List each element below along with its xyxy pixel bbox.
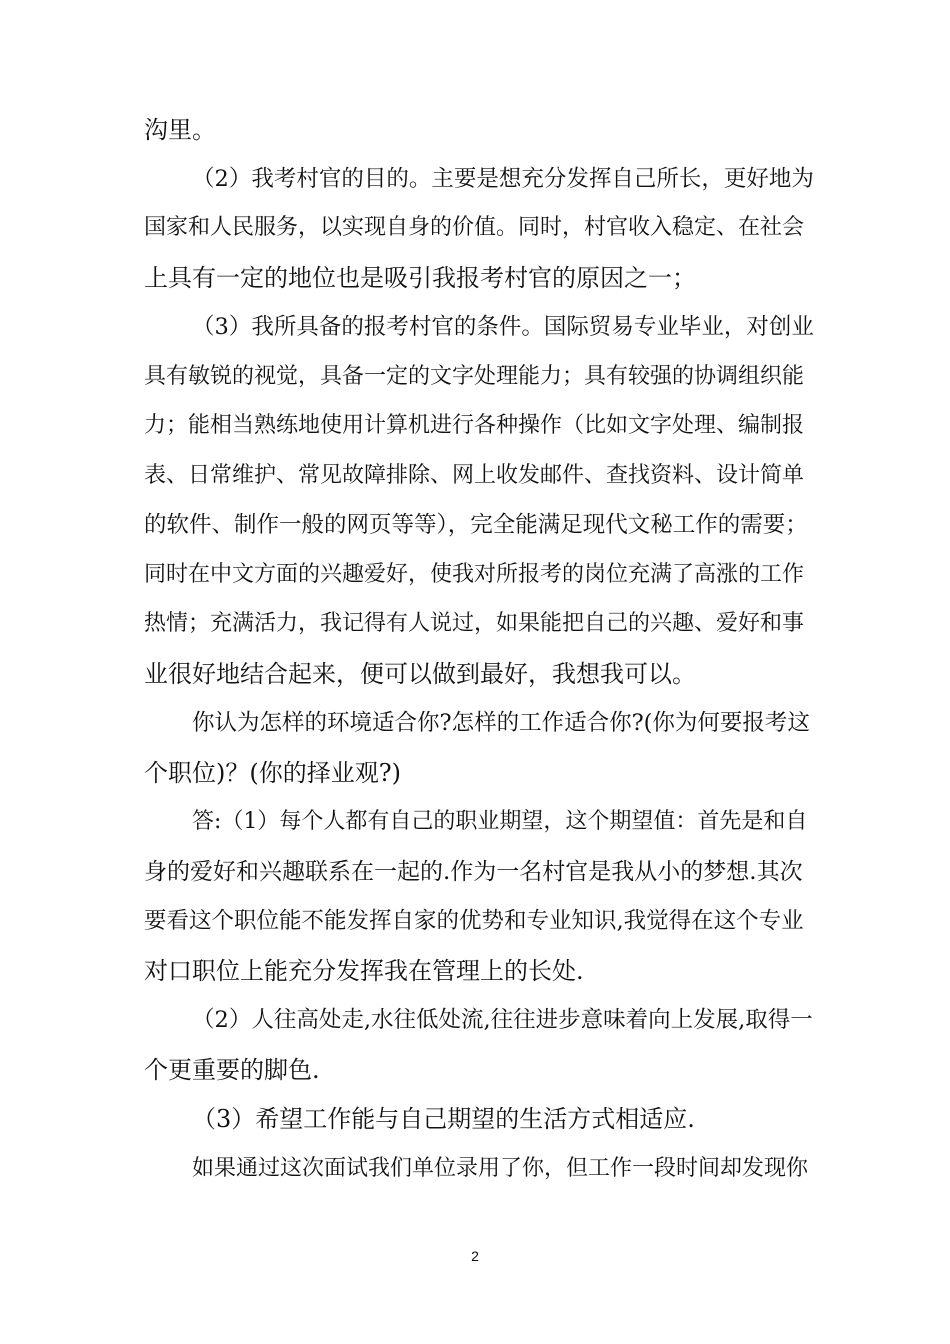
text-line: 你认为怎样的环境适合你?怎样的工作适合你?(你为何要报考这 [192,710,810,736]
text-line: 的软件、制作一般的网页等等），完全能满足现代文秘工作的需要； [144,512,808,538]
text-line: 对口职位上能充分发挥我在管理上的长处. [144,957,584,985]
text-line: 要看这个职位能不能发挥自家的优势和专业知识,我觉得在这个专业 [144,908,804,934]
text-line: 同时在中文方面的兴趣爱好，使我对所报考的岗位充满了高涨的工作 [144,562,805,587]
text-line: 业很好地结合起来，便可以做到最好，我想我可以。 [144,660,696,688]
text-line: 如果通过这次面试我们单位录用了你，但工作一段时间却发现你 [192,1156,809,1181]
page-number: 2 [471,1248,479,1264]
text-line: 答:（1）每个人都有自己的职业期望，这个期望值：首先是和自 [192,809,808,834]
text-line: 具有敏锐的视觉，具备一定的文字处理能力；具有较强的协调组织能 [144,364,805,389]
text-line: （3）希望工作能与自己期望的生活方式相适应. [192,1105,695,1133]
text-line: 热情；充满活力，我记得有人说过，如果能把自己的兴趣、爱好和事 [144,611,805,636]
text-line: （2）人往高处走,水往低处流,往往进步意味着向上发展,取得一 [192,1007,813,1033]
text-line: 表、日常维护、常见故障排除、网上收发邮件、查找资料、设计简单 [144,463,805,488]
text-line: 国家和人民服务，以实现自身的价值。同时，村官收入稳定、在社会 [144,215,805,240]
text-line: 上具有一定的地位也是吸引我报考村官的原因之一； [144,264,696,292]
text-line: 个更重要的脚色. [144,1056,320,1084]
text-line: 个职位)？(你的择业观?) [144,759,401,787]
text-line: 力；能相当熟练地使用计算机进行各种操作（比如文字处理、编制报 [144,413,805,438]
text-line: （3）我所具备的报考村官的条件。国际贸易专业毕业，对创业 [192,314,814,340]
text-line: 沟里。 [144,116,216,144]
text-line: （2）我考村官的目的。主要是想充分发挥自己所长，更好地为 [192,166,814,192]
text-line: 身的爱好和兴趣联系在一起的.作为一名村官是我从小的梦想.其次 [144,859,803,885]
